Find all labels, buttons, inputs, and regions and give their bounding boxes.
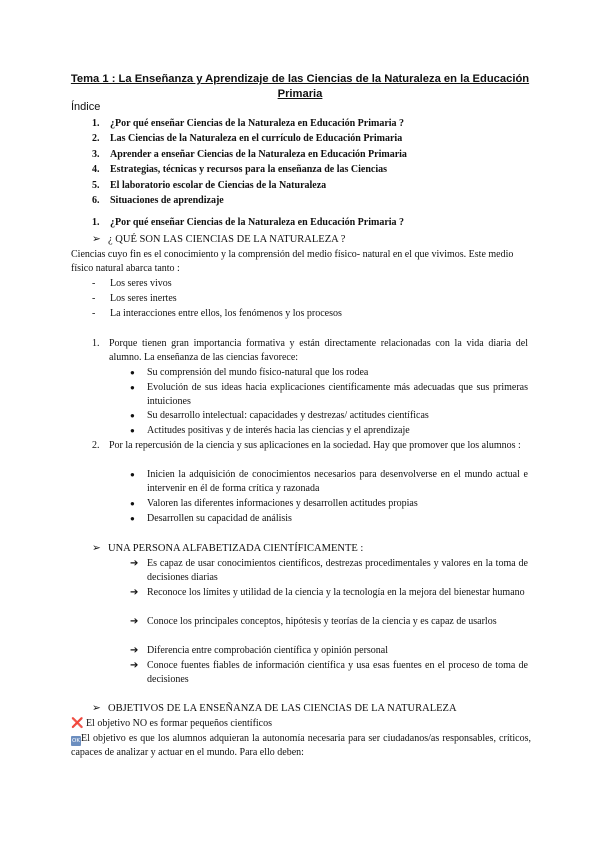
bullet-text: Inicien la adquisición de conocimientos necesarios para desenvolverse en el mundo actual e intervenir en él de forma crítica y razonada <box>147 469 528 495</box>
toc-item <box>92 178 407 193</box>
list-item <box>92 293 177 304</box>
toc-text: El laboratorio escolar de Ciencias de la Naturaleza <box>110 179 327 191</box>
toc-number: 5. <box>92 179 100 191</box>
reason-item <box>92 439 528 453</box>
toc-item <box>92 116 407 131</box>
toc-item <box>92 131 407 146</box>
reason-text: Por la repercusión de la ciencia y sus aplicaciones en la sociedad. Hay que promover que los alumnos : <box>109 440 521 451</box>
toc-number: 6. <box>92 194 100 206</box>
arrow-right-icon: ➔ <box>130 645 139 656</box>
bullet-item <box>130 409 528 423</box>
arrow-item <box>130 557 528 586</box>
bullet-item <box>130 497 528 511</box>
bullet-item <box>130 512 528 526</box>
subheading-text: ¿ QUÉ SON LAS CIENCIAS DE LA NATURALEZA ? <box>108 234 346 245</box>
list-item-text: Los seres vivos <box>110 278 172 289</box>
arrow-item-text: Conoce los principales conceptos, hipótesis y teorías de la ciencia y es capaz de usarlos <box>147 616 497 627</box>
arrow-item-text: Es capaz de usar conocimientos científicos, destrezas procedimentales y valores en la toma de decisiones diarias <box>147 558 528 584</box>
objective-text: El objetivo es que los alumnos adquieran la autonomía necesaria para ser ciudadanos/as responsables, críticos, capaces de analizar y actuar en el mundo. Para ello deben: <box>71 733 531 758</box>
reason-item <box>92 337 528 366</box>
bullet-item <box>130 366 528 380</box>
reason-number: 2. <box>92 440 100 451</box>
objective-paragraph <box>71 732 531 760</box>
cross-icon: ❌ <box>71 718 84 729</box>
document-title: Tema 1 : La Enseñanza y Aprendizaje de las Ciencias de la Naturaleza en la Educación Primaria <box>70 73 530 100</box>
bullet-text: Evolución de sus ideas hacia explicaciones científicamente más adecuadas que sus primeras intuiciones <box>147 382 528 408</box>
dash-marker: - <box>92 278 96 289</box>
subheading-que-son <box>92 233 345 245</box>
bullet-icon: ● <box>130 368 135 377</box>
section-number: 1. <box>92 217 100 228</box>
list-item-text: Los seres inertes <box>110 293 177 304</box>
toc-text: Aprender a enseñar Ciencias de la Naturaleza en Educación Primaria <box>110 148 407 160</box>
toc-text: Estrategias, técnicas y recursos para la enseñanza de las Ciencias <box>110 164 388 176</box>
list-item <box>92 278 172 289</box>
arrow-item <box>130 615 528 629</box>
arrow-item-text: Diferencia entre comprobación científica y opinión personal <box>147 645 389 656</box>
toc-number: 3. <box>92 148 100 160</box>
arrow-item <box>130 644 528 658</box>
toc-number: 1. <box>92 118 100 129</box>
list-item <box>92 308 342 319</box>
section-heading <box>92 217 404 228</box>
dash-marker: - <box>92 308 96 319</box>
bullet-text: Su desarrollo intelectual: capacidades y destrezas/ actitudes científicas <box>147 410 429 421</box>
arrow-right-icon: ➔ <box>130 558 139 569</box>
bullet-text: Desarrollen su capacidad de análisis <box>147 513 292 524</box>
arrow-right-icon: ➔ <box>130 587 139 598</box>
bullet-icon: ● <box>130 411 135 420</box>
toc-item <box>92 147 407 162</box>
bullet-icon: ● <box>130 470 135 479</box>
table-of-contents <box>92 116 407 208</box>
dash-marker: - <box>92 293 96 304</box>
list-item-text: La interacciones entre ellos, los fenómenos y los procesos <box>110 308 342 319</box>
subheading-objetivos <box>92 702 457 714</box>
bullet-item <box>130 468 528 497</box>
ok-icon: OK <box>72 738 80 744</box>
bullet-text: Actitudes positivas y de interés hacia las ciencias y el aprendizaje <box>147 425 410 436</box>
index-heading: Índice <box>71 101 101 113</box>
bullet-text: Su comprensión del mundo físico-natural que los rodea <box>147 367 369 378</box>
toc-text: Las Ciencias de la Naturaleza en el currículo de Educación Primaria <box>110 133 403 145</box>
toc-text: ¿Por qué enseñar Ciencias de la Naturaleza en Educación Primaria ? <box>110 118 405 129</box>
bullet-text: Valoren las diferentes informaciones y desarrollen actitudes propias <box>147 498 418 509</box>
reason-text: Porque tienen gran importancia formativa y están directamente relacionadas con la vida diaria del alumno. La enseñanza de las ciencias favorece: <box>109 338 528 364</box>
bullet-item <box>130 381 528 410</box>
bullet-icon: ● <box>130 499 135 508</box>
reason-number: 1. <box>92 338 100 349</box>
toc-item <box>92 162 407 177</box>
toc-number: 4. <box>92 164 100 176</box>
toc-text: Situaciones de aprendizaje <box>110 194 224 206</box>
subheading-persona <box>92 542 363 554</box>
bullet-icon: ● <box>130 514 135 523</box>
arrow-right-icon: ➔ <box>130 660 139 671</box>
subheading-text: UNA PERSONA ALFABETIZADA CIENTÍFICAMENTE : <box>108 543 364 554</box>
bullet-icon: ● <box>130 383 135 392</box>
arrowhead-icon: ➢ <box>92 703 101 714</box>
toc-number: 2. <box>92 133 100 145</box>
arrow-item <box>130 586 528 600</box>
no-objective-line <box>71 717 272 731</box>
arrow-item-text: Reconoce los límites y utilidad de la ciencia y la tecnología en la mejora del bienestar humano <box>147 587 525 598</box>
arrowhead-icon: ➢ <box>92 543 101 554</box>
no-objective-text: El objetivo NO es formar pequeños científicos <box>85 718 273 729</box>
bullet-icon: ● <box>130 426 135 435</box>
arrow-item <box>130 659 528 688</box>
intro-paragraph: Ciencias cuyo fin es el conocimiento y la comprensión del medio físico- natural en el que vivimos. Este medio físico natural abarca tanto : <box>71 249 514 274</box>
arrow-item-text: Conoce fuentes fiables de información científica y usa esas fuentes en el proceso de toma de decisiones <box>147 660 528 686</box>
toc-item <box>92 193 407 208</box>
subheading-text: OBJETIVOS DE LA ENSEÑANZA DE LAS CIENCIAS DE LA NATURALEZA <box>108 703 457 714</box>
arrowhead-icon: ➢ <box>92 234 101 245</box>
section-title: ¿Por qué enseñar Ciencias de la Naturaleza en Educación Primaria ? <box>110 217 405 228</box>
arrow-right-icon: ➔ <box>130 616 139 627</box>
bullet-item <box>130 424 528 438</box>
